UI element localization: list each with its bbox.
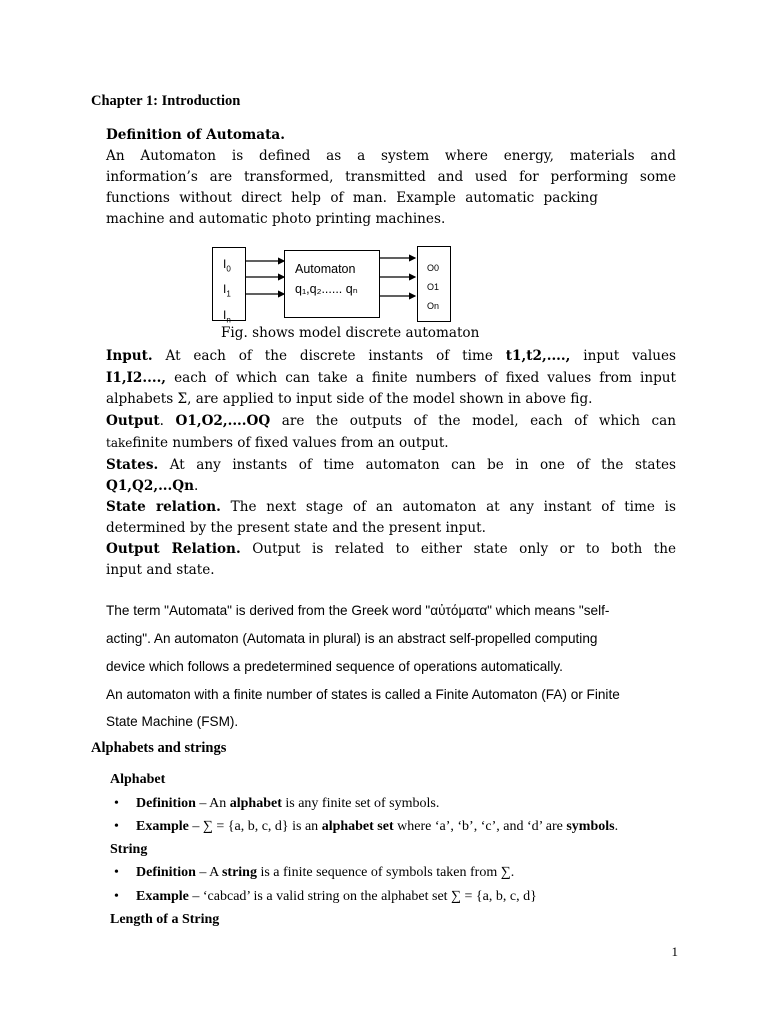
output-box bbox=[417, 246, 451, 322]
input-label-0: $I_0$ bbox=[223, 257, 231, 274]
states-line-1: States. At any instants of time automaton can be in one of the states bbox=[106, 457, 676, 473]
bullet-icon: • bbox=[114, 819, 119, 834]
automaton-figure bbox=[212, 244, 457, 326]
input-label-n: $I_n$ bbox=[223, 307, 231, 325]
string-heading: String bbox=[110, 842, 148, 857]
automaton-states: q₁,q₂...... qₙ bbox=[295, 282, 358, 296]
length-heading: Length of a String bbox=[110, 912, 220, 927]
states-line-2: Q1,Q2,...Qn. bbox=[106, 478, 199, 494]
chapter-heading: Chapter 1: Introduction bbox=[91, 93, 241, 109]
definition-line-2: information’s are transformed, transmitted and used for performing some bbox=[106, 169, 676, 185]
bullet-icon: • bbox=[114, 796, 119, 811]
automaton-label: Automaton bbox=[295, 262, 356, 276]
bullet-icon: • bbox=[114, 889, 119, 904]
alphabet-heading: Alphabet bbox=[110, 772, 166, 787]
state-relation-line-1: State relation. The next stage of an automaton at any instant of time is bbox=[106, 499, 676, 515]
definition-line-1: An Automaton is defined as a system where energy, materials and bbox=[106, 148, 676, 164]
term-line-3: device which follows a predetermined sequence of operations automatically. bbox=[106, 659, 563, 674]
output-line-1: Output. O1,O2,....OQ are the outputs of the model, each of which can bbox=[106, 413, 676, 429]
definition-title: Definition of Automata. bbox=[106, 127, 285, 143]
automaton-box bbox=[284, 250, 380, 318]
definition-line-4: machine and automatic photo printing machines. bbox=[106, 211, 446, 227]
output-label-n: On bbox=[427, 301, 440, 311]
term-line-4: An automaton with a finite number of states is called a Finite Automaton (FA) or Finite bbox=[106, 687, 620, 702]
output-label-0: O0 bbox=[427, 263, 440, 273]
input-label-1: $I_1$ bbox=[223, 282, 231, 299]
bullet-icon: • bbox=[114, 865, 119, 880]
term-line-5: State Machine (FSM). bbox=[106, 714, 239, 729]
term-line-2: acting". An automaton (Automata in plural) is an abstract self-propelled computing bbox=[106, 631, 598, 646]
input-line-2: I1,I2...., each of which can take a finite numbers of fixed values from input bbox=[106, 370, 676, 386]
input-line-1: Input. At each of the discrete instants of time t1,t2,...., input values bbox=[106, 348, 676, 364]
input-box bbox=[212, 247, 246, 325]
state-relation-line-2: determined by the present state and the present input. bbox=[106, 520, 486, 536]
definition-line-3: functions without direct help of man. Example automatic packing bbox=[106, 190, 598, 206]
input-line-3: alphabets Σ, are applied to input side of the model shown in above fig. bbox=[106, 391, 593, 407]
figure-caption: Fig. shows model discrete automaton bbox=[221, 325, 480, 341]
alphabets-heading: Alphabets and strings bbox=[91, 740, 227, 756]
output-label-1: O1 bbox=[427, 282, 440, 292]
output-line-2: takefinite numbers of fixed values from an output. bbox=[106, 435, 449, 451]
output-relation-line-1: Output Relation. Output is related to either state only or to both the bbox=[106, 541, 677, 557]
page-number: 1 bbox=[671, 944, 678, 959]
term-line-1: The term "Automata" is derived from the Greek word "αὐτόματα" which means "self- bbox=[106, 603, 610, 618]
output-relation-line-2: input and state. bbox=[106, 562, 215, 578]
